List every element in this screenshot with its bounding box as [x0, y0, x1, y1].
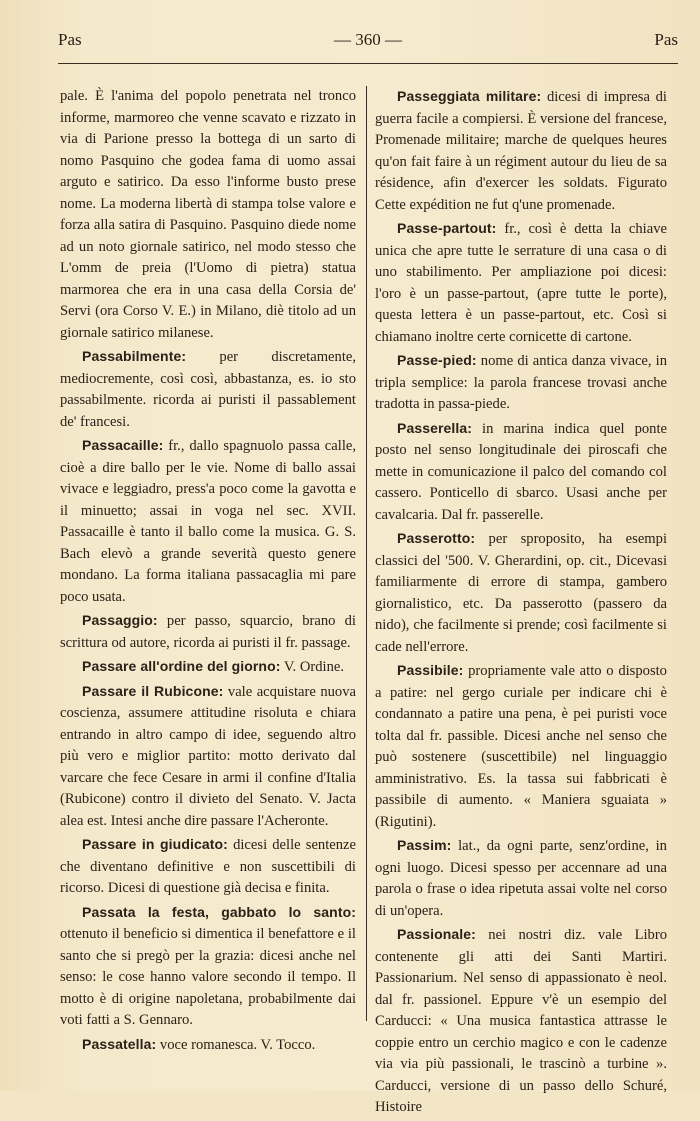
entry-body: in marina indica quel ponte posto nel senso longitudinale dei piroscafi che mette in comunicazione il palco del comando col cassero. Ponticello di sbarco. Usasi anche per cavalcaria. Dal fr. passerelle. [375, 420, 668, 523]
entry-headword: Passacaille: [82, 437, 164, 453]
entry-headword: Passe-pied: [397, 352, 477, 368]
entry-headword: Passatella: [82, 1035, 157, 1052]
entry [60, 1034, 356, 1057]
entry [375, 218, 667, 348]
header-right-guide-word: Pas [654, 30, 678, 49]
entry-headword: Passeggiata militare: [397, 88, 542, 104]
entry [375, 528, 667, 658]
header-rule [58, 63, 678, 64]
entry-body: fr., così è detta la chiave unica che apre tutte le serrature di una casa o di uno stabilimento. Per ampliazione poi dicesi: l'oro è un passe-partout, (apre tutte le porte), questa lettera è un passe-partout, etc. Così si chiamano inoltre certe cornicette di cartone. [375, 221, 667, 345]
running-header [58, 30, 678, 54]
entry-body: vale acquistare nuova coscienza, assumere attitudine risoluta e chiara entrando in altro campo di idee, seguendo altro più vero e miglior partito: motto derivato dal varcare che fece Cesare in armi il confine d'Italia (Rubicone) contro il divieto del Senato. V. Jacta alea est. Intesi anche dire passare l'Acheronte. [60, 683, 357, 829]
entry-body: V. Ordine. [283, 659, 345, 675]
entry [60, 681, 356, 833]
entry-headword: Passim: [397, 837, 452, 853]
entry-continuation [60, 86, 356, 344]
entry [375, 350, 667, 416]
entry-body: dicesi di impresa di guerra facile a compiersi. È versione del francese, Promenade militaire; marche de quelques heures qu'on fait faire à un régiment autour du lieu de sa résidence, afin d'exercer les soldats. Figurato Cette expédition ne fut q'une promenade. [375, 89, 667, 213]
entry-body: lat., da ogni parte, senz'ordine, in ogni luogo. Dicesi spesso per accennare ad una parola o frase o idea ripetuta assai volte nel corso di un'opera. [375, 838, 667, 919]
entry-headword: Passare all'ordine del giorno: [82, 658, 281, 674]
entry-body: ottenuto il beneficio si dimentica il benefattore e il santo che si pregò per la grazia: dicesi anche nel senso: le cose hanno valore secondo il tempo. Il motto è di origine napoletana, probabilmente dai voti fatti a S. Gennaro. [60, 926, 356, 1028]
entry-headword: Passe-partout: [397, 220, 497, 236]
page-number: — 360 — [334, 30, 402, 49]
entry [375, 86, 667, 216]
entry-body: per sproposito, ha esempi classici del '500. V. Gherardini, op. cit., Dicevasi familiarmente di errore di stampa, gambero giornalistico, etc. Da passerotto (passero da nido), che facilmente si prende; così facilmente si cade nell'errore. [375, 531, 667, 655]
entry [60, 656, 356, 679]
header-left-guide-word: Pas [58, 30, 82, 49]
entry [60, 435, 356, 608]
entry-headword: Passata la festa, gabbato lo santo: [82, 903, 356, 920]
entry [375, 924, 667, 1119]
entry-body: per passo, squarcio, brano di scrittura od autore, ricorda ai puristi il fr. passage. [60, 613, 356, 651]
entry-body: fr., dallo spagnuolo passa calle, cioè a dire ballo per le vie. Nome di ballo assai vivace e leggiadro, press'a poco come la gavotta e il minuetto; assai in voga nel sec. XVII. Passacaille è tanto il ballo come la musica. G. S. Bach elevò a grande severità questo genere mondano. La forma italiana passacaglia mi pare poco usata. [60, 438, 356, 605]
entry-headword: Passionale: [397, 926, 476, 942]
entry [60, 610, 356, 654]
entry [375, 660, 667, 833]
entry-headword: Passibile: [397, 662, 464, 678]
left-column [60, 86, 356, 1058]
entry-body: nome di antica danza vivace, in tripla semplice: la parola francese trovasi anche tradotta in passa-piede. [375, 353, 667, 412]
entry-headword: Passare in giudicato: [82, 836, 228, 852]
entry-headword: Passabilmente: [82, 348, 187, 364]
entry-body: pale. È l'anima del popolo penetrata nel tronco informe, marmoreo che venne scavato e rizzato in via di Parione presso la bottega di un sarto di nomo Pasquino che godea fama di uomo assai arguto e satirico. Da esso l'informe busto prese nome. La moderna libertà di stampa tolse valore e forza alla satira di Pasquino. Pasquino diede nome ad un noto giornale satirico, nel modo stesso che L'omm de preia (l'Uomo di pietra) statua marmorea che era in una casa della Corsia de' Servi (ora Corso V. E.) in Milano, diè titolo ad un giornale satirico milanese. [60, 88, 356, 341]
entry-body: propriamente vale atto o disposto a patire: nel gergo curiale per indicare chi è condannato a patire una pena, è pei puristi voce tolta dal fr. passible. Dicesi anche nel senso che può sostenere (suscettibile) nel linguaggio amministrativo. Es. la tassa sui fabbricati è passibile di aumento. « Maniera sguaiata » (Rigutini). [375, 663, 667, 830]
entry-headword: Passare il Rubicone: [82, 682, 224, 699]
entry [375, 835, 667, 922]
entry [375, 418, 667, 527]
entry [60, 902, 356, 1032]
entry [60, 834, 356, 900]
right-column [375, 86, 667, 1121]
entry-body: dicesi delle sentenze che diventano definitive e non suscettibili di ricorso. Dicesi di questione già decisa e finita. [60, 837, 357, 896]
column-divider [366, 86, 367, 1021]
entry-body: voce romanesca. V. Tocco. [159, 1036, 316, 1053]
entry-body: per discretamente, mediocremente, così così, abbastanza, es. io sto passabilmente. ricorda ai puristi il passablement de' francesi. [60, 349, 356, 430]
entry-headword: Passerella: [397, 419, 473, 436]
entry-headword: Passaggio: [82, 612, 158, 628]
entry-headword: Passerotto: [397, 530, 476, 546]
entry-body: nei nostri diz. vale Libro contenente gli atti dei Santi Martiri. Passionarium. Nel senso di appassionato è neol. dal fr. passionel. Eppure v'è un esempio del Carducci: « Una musica fantastica attrasse le coppie entro un cerchio magico e con le cadenze via via più passionali, le trascinò a turbine ». Carducci, versione di un passo dello Schuré, Histoire [375, 927, 667, 1115]
entry [60, 346, 356, 433]
